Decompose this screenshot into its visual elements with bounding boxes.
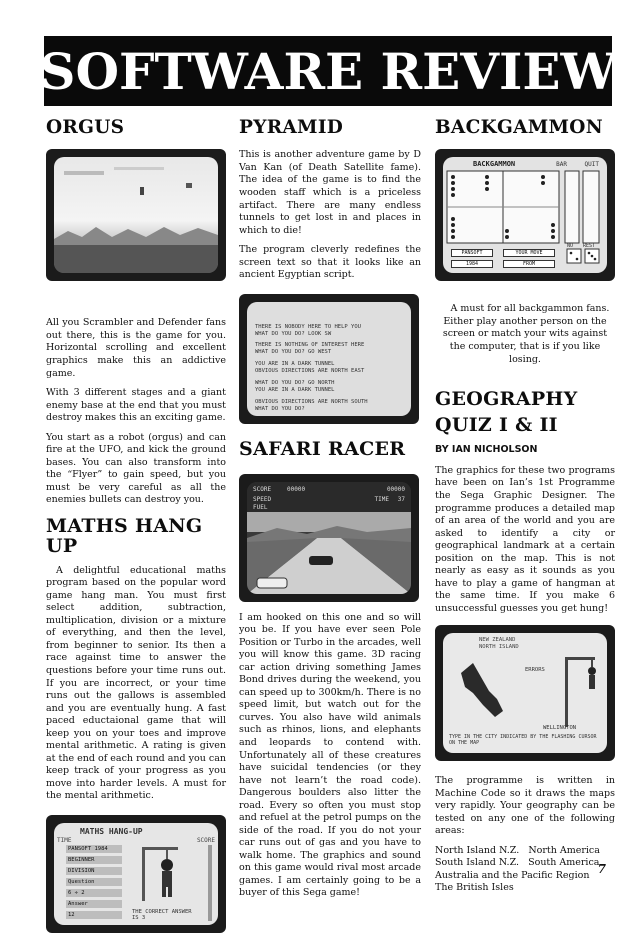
orgus-paragraph-1: All you Scrambler and Defender fans out there, this is the game for you. Horizontal scrolling and excellent graphics make this an addictive game. (46, 317, 226, 379)
geo-byline: BY IAN NICHOLSON (435, 443, 538, 455)
backgammon-bar-label: BAR (556, 161, 567, 169)
backgammon-screen-header: BACKGAMMON (473, 160, 516, 169)
pyramid-screen-line: WHAT DO YOU DO? LOOK SW (255, 330, 332, 337)
gallows-figure (136, 843, 196, 903)
maths-screen-row: DIVISION (66, 867, 122, 875)
backgammon-screenshot (435, 149, 615, 281)
pyramid-title: PYRAMID (239, 117, 344, 138)
geo-screenshot (435, 625, 615, 761)
pyramid-screen-line: OBVIOUS DIRECTIONS ARE NORTH EAST (255, 368, 365, 375)
column-right (435, 118, 615, 894)
geo-errors-label: ERRORS (525, 667, 545, 674)
maths-screen-header: MATHS HANG-UP (80, 826, 143, 836)
maths-screen-row: Question (66, 878, 122, 886)
column-left (46, 118, 226, 933)
geo-guess-text: WELLINGTON (543, 725, 577, 732)
safari-speed-label: SPEED (253, 495, 272, 503)
safari-fuel-label: FUEL (253, 503, 268, 511)
maths-screen-panel (66, 845, 122, 919)
pyramid-screen-line: YOU ARE IN A DARK TUNNEL (255, 361, 335, 368)
geo-instruction: TYPE IN THE CITY INDICATED BY THE FLASHING CURSOR ON THE MAP (449, 734, 597, 747)
backgammon-quit-label: QUIT (584, 161, 599, 169)
pyramid-screen-line: WHAT DO YOU DO? GO NORTH (255, 379, 335, 386)
backgammon-box-4: FROM (503, 260, 555, 268)
safari-title: SAFARI RACER (239, 437, 406, 460)
geo-paragraph-2: The programme is written in Machine Code so it draws the maps very rapidly. Your geography can be tested on any one of the following areas: (435, 775, 615, 837)
safari-hi-value: 00000 (386, 485, 405, 493)
orgus-paragraph-2: With 3 different stages and a giant enemy base at the end that you must destroy makes this an exciting game. (46, 387, 226, 424)
geo-paragraph-1: The graphics for these two programs have been on Ian’s 1st Programme the Sega Graphic Designer. The programme produces a detailed map of an area of the world and you are asked to identify a city or geographical landmark at a certain position on the map. This is not nearly as easy as it sounds as you have to play a game of hangman at the same time. If you make 6 unsuccessful guesses you get hung! (435, 464, 615, 614)
safari-screenshot (239, 474, 419, 602)
pyramid-paragraph-1: This is another adventure game by D Van Kan (of Death Satellite fame). The idea of the game is to find the wooden staff which is a priceless artifact. There are many endless tunnels to get lost in and places in which to die! (239, 149, 421, 236)
pyramid-screen-line: THERE IS NOTHING OF INTEREST HERE (255, 342, 365, 349)
backgammon-no-label: NO (567, 243, 574, 250)
pyramid-screen-line: YOU ARE IN A DARK TUNNEL (255, 386, 335, 393)
maths-screen-time: TIME (57, 836, 72, 844)
backgammon-title: BACKGAMMON (435, 117, 603, 138)
column-middle (239, 118, 421, 907)
maths-screen-row: 12 (66, 911, 122, 919)
orgus-title: ORGUS (46, 117, 125, 138)
safari-score-label: SCORE (253, 485, 272, 493)
pyramid-screenshot (239, 294, 419, 424)
maths-screen-message: THE CORRECT ANSWER IS 3 (132, 908, 192, 922)
geo-areas-list (435, 845, 615, 894)
safari-time-value: 37 (397, 495, 405, 503)
list-item: The British Isles (435, 882, 514, 894)
pyramid-paragraph-2: The program cleverly redefines the screen text so that it looks like an ancient Egyptian script. (239, 244, 421, 281)
backgammon-box-2: YOUR MOVE (503, 249, 555, 257)
backgammon-box-1: PANSOFT (451, 249, 493, 257)
maths-screen-row: Answer (66, 900, 122, 908)
geo-screen-top-2: NORTH ISLAND (479, 644, 519, 651)
backgammon-box-3: 1984 (451, 260, 493, 268)
safari-time-label: TIME (374, 495, 389, 503)
safari-score-value: 00000 (287, 485, 306, 493)
orgus-paragraph-3: You start as a robot (orgus) and can fire at the UFO, and kick the ground bases. You can also transform into the “Flyer” to gain speed, but you must be very careful as all the enemies bullets can destroy you. (46, 431, 226, 506)
maths-screen-row: BEGINNER (66, 856, 122, 864)
maths-screen-row: PANSOFT 1984 (66, 845, 122, 853)
orgus-scene (54, 157, 218, 273)
backgammon-paragraph: A must for all backgammon fans. Either play another person on the screen or match your wits against the computer, that is if you like losing. (442, 303, 610, 365)
pyramid-screen-line: OBVIOUS DIRECTIONS ARE NORTH SOUTH (255, 398, 368, 405)
maths-title: MATHS HANG UP (46, 514, 203, 557)
page-number: 7 (597, 862, 606, 876)
geo-title-line-2: QUIZ I & II (435, 414, 558, 437)
list-item: South Island N.Z. South America (435, 857, 600, 869)
safari-paragraph: I am hooked on this one and so will you be. If you have ever seen Pole Position or Turbo in the arcades, well you will know this game. 3D racing car action driving something James Bond drives during the weekend, you can speed up to 300km/h. There is no speed limit, but watch out for the curves. You also have wild animals such as rhinos, lions, and elephants and leopards to contend with. Unfortunately all of these creatures have suicidal tendencies (or they have not learn’t the road code). Dangerous boulders also litter the road. Every so often you must stop and refuel at the petrol pumps on the side of the road. If you do not your car runs out of gas and you have to walk home. The graphics and sound on this game would rival most arcade games. I am certainly going to be a buyer of this Sega game! (239, 611, 421, 899)
backgammon-rest-label: REST (583, 243, 596, 250)
page-banner: SOFTWARE REVIEW (44, 36, 612, 106)
list-item: North Island N.Z. North America (435, 844, 600, 856)
pyramid-text-block (255, 324, 403, 416)
pyramid-screen-line: WHAT DO YOU DO? (255, 405, 305, 412)
maths-screenshot (46, 815, 226, 933)
pyramid-screen-line: WHAT DO YOU DO? GO WEST (255, 349, 332, 356)
maths-screen-row: 6 ÷ 2 (66, 889, 122, 897)
maths-screen-score: SCORE (196, 836, 215, 844)
maths-score-bar (208, 845, 212, 921)
maths-paragraph: A delightful educational maths program based on the popular word game hang man. You must first select addition, subtraction, multiplication, division or a mixture of everything, and then the level, from beginner to senior. Its then a race against time to answer the questions before your time runs out. If you are incorrect, or your time runs out the gallows is assembled and you are eventually hung. A fast paced eductaional game that will keep you on your toes and improve mental arithmetic. A rating is given at the end of each round and you can keep track of your progress as you move into harder levels. A must for the mental arithmetic. (46, 564, 226, 802)
pyramid-screen-line: THERE IS NOBODY HERE TO HELP YOU (255, 323, 361, 330)
orgus-screenshot (46, 149, 226, 281)
geo-title-line-1: GEOGRAPHY (435, 388, 578, 411)
list-item: Australia and the Pacific Region (435, 869, 590, 881)
geo-screen-top-1: NEW ZEALAND (479, 637, 516, 644)
